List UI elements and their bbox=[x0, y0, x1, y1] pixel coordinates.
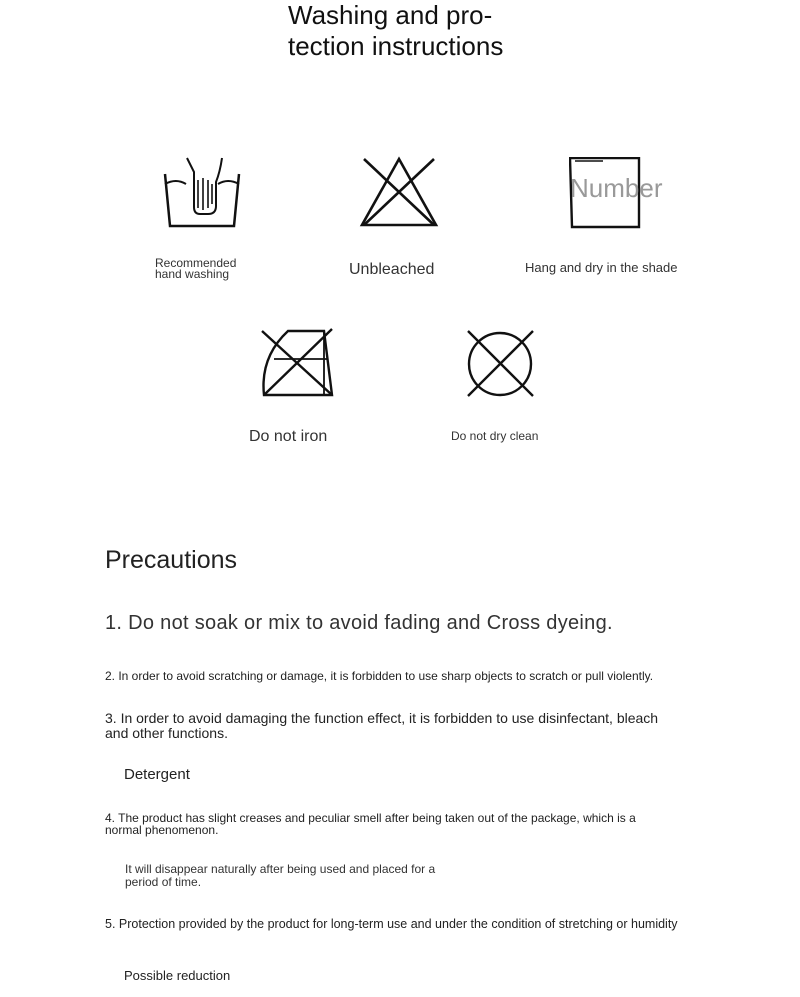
precaution-item-3-sub: Detergent bbox=[124, 766, 190, 783]
crossed-iron-icon bbox=[258, 327, 338, 399]
precaution-item-5-sub: Possible reduction bbox=[124, 968, 231, 983]
precautions-heading: Precautions bbox=[105, 546, 238, 574]
precaution-item-4-sub: It will disappear naturally after being used and placed for a period of time. bbox=[125, 862, 436, 889]
do-not-iron-label: Do not iron bbox=[249, 428, 328, 445]
precaution-item-1: 1. Do not soak or mix to avoid fading and Cross dyeing. bbox=[105, 612, 613, 634]
number-overlay-text: Number bbox=[570, 173, 663, 203]
hand-wash-basin-icon bbox=[160, 152, 244, 232]
page-title: Washing and pro- tection instructions bbox=[288, 0, 504, 61]
do-not-dry-clean-label: Do not dry clean bbox=[451, 429, 539, 443]
crossed-triangle-icon bbox=[358, 155, 440, 229]
unbleached-label: Unbleached bbox=[349, 261, 435, 278]
precaution-item-2: 2. In order to avoid scratching or damage, it is forbidden to use sharp objects to scratch or pull violently. bbox=[105, 669, 654, 683]
shade-dry-label: Hang and dry in the shade bbox=[525, 260, 678, 275]
crossed-circle-icon bbox=[463, 328, 537, 400]
precaution-item-3: 3. In order to avoid damaging the function effect, it is forbidden to use disinfectant, bleach and other functions. bbox=[105, 710, 659, 741]
precaution-item-5: 5. Protection provided by the product for long-term use and under the condition of stretching or humidity bbox=[105, 917, 678, 931]
hand-wash-label: Recommended hand washing bbox=[155, 256, 237, 281]
precaution-item-4: 4. The product has slight creases and peculiar smell after being taken out of the package, which is a normal phenomenon. bbox=[105, 811, 636, 837]
